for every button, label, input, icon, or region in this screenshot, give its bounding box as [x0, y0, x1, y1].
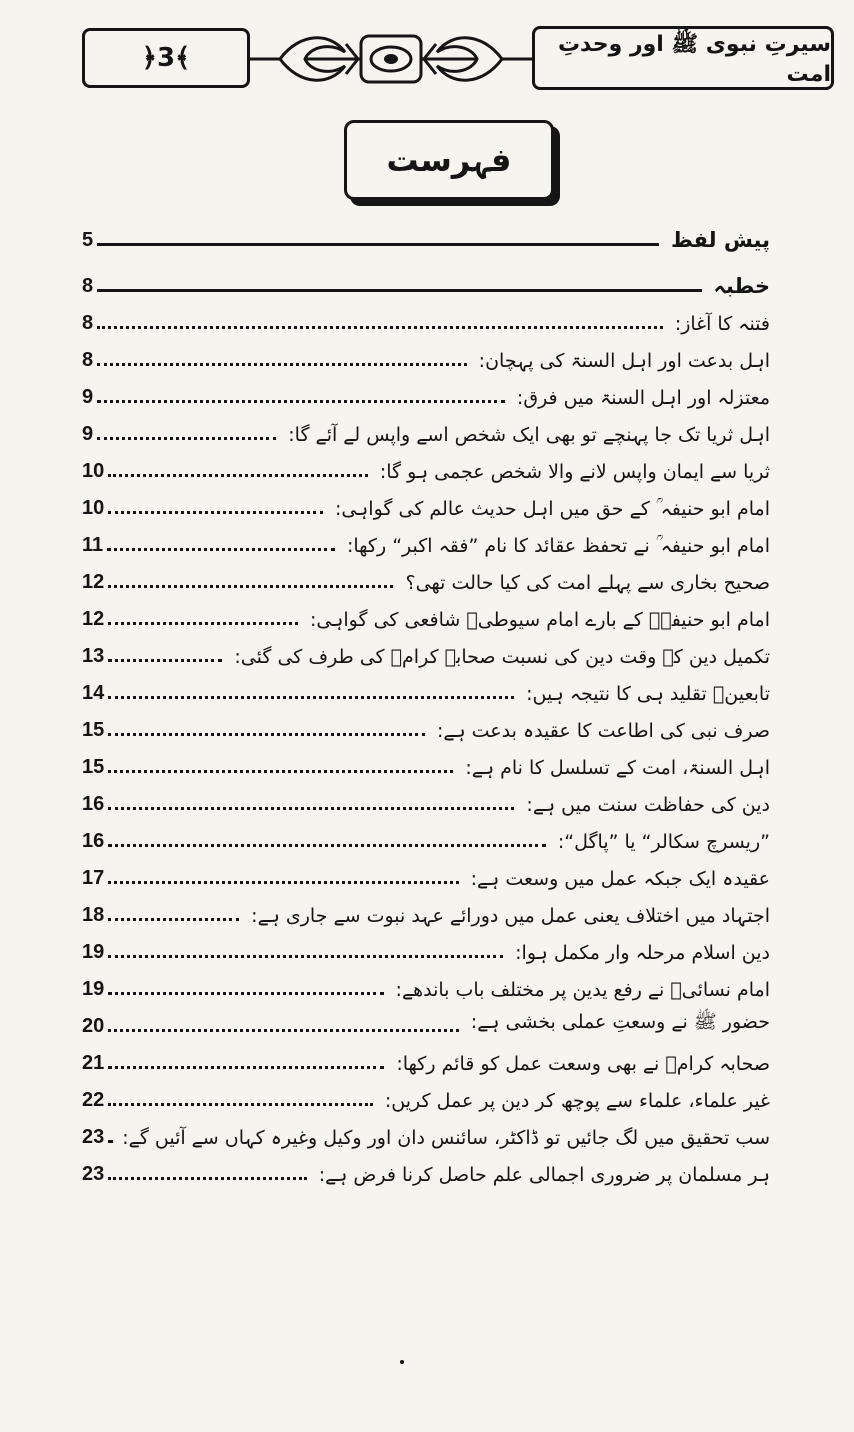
toc-leader: [108, 585, 393, 588]
toc-entry-page: 16: [82, 793, 105, 815]
decorative-ornament: [250, 22, 532, 96]
toc-entry: [82, 853, 770, 890]
toc-heading: فہرست: [386, 141, 512, 179]
book-title-box: [532, 26, 834, 90]
toc-entry-title: پیش لفظ: [671, 228, 770, 252]
toc-leader: [108, 659, 222, 662]
toc-leader: [97, 437, 276, 440]
toc-entry: [82, 779, 770, 816]
toc-entry-title: تابعینؒ تقلید ہی کا نتیجہ ہیں:: [526, 683, 770, 705]
toc-entry-title: تکمیل دین کے وقت دین کی نسبت صحابہ کرامؓ کی طرف کی گئی:: [234, 646, 770, 668]
toc-entry: [82, 816, 770, 853]
toc-entry-title: صحابہ کرامؓ نے بھی وسعت عمل کو قائم رکھا:: [396, 1053, 770, 1075]
toc-entry-page: 9: [82, 423, 94, 445]
toc-entry-title: ”ریسرچ سکالر“ یا ”پاگل“:: [557, 831, 770, 853]
toc-entry-page: 22: [82, 1089, 105, 1111]
toc-entry-title: صرف نبی کی اطاعت کا عقیدہ بدعت ہے:: [436, 720, 770, 742]
toc-entry: [82, 372, 770, 409]
toc-entry-title: حضور ﷺ نے وسعتِ عملی بخشی ہے:: [470, 1011, 770, 1033]
toc-entry-title: اہل السنۃ، امت کے تسلسل کا نام ہے:: [465, 757, 770, 779]
toc-leader: [108, 1029, 459, 1032]
toc-leader: [108, 807, 514, 810]
toc-leader: [97, 326, 663, 329]
toc-entry-page: 8: [82, 275, 94, 297]
toc-entry-page: 17: [82, 867, 105, 889]
toc-leader: [108, 696, 514, 699]
toc-entry-page: 10: [82, 460, 105, 482]
toc-leader: [108, 770, 453, 773]
toc-leader: [108, 1066, 384, 1069]
toc-entry-page: 14: [82, 682, 105, 704]
toc-entry-title: دین اسلام مرحلہ وار مکمل ہوا:: [515, 942, 770, 964]
toc-entry-title: ثریا سے ایمان واپس لانے والا شخص عجمی ہو گا:: [379, 461, 770, 483]
toc-entry: [82, 927, 770, 964]
toc-leader: [107, 548, 335, 551]
toc-leader: [108, 918, 239, 921]
toc-leader: [108, 992, 383, 995]
toc-entry-title: امام ابو حنیفہؒ کے بارے امام سیوطیؒ شافعی کی گواہی:: [310, 609, 770, 631]
toc-leader: [108, 474, 368, 477]
page-number: ﴿3﴾: [141, 43, 191, 73]
toc-entry: [82, 446, 770, 483]
toc-entry: [82, 520, 770, 557]
toc-leader: [108, 844, 546, 847]
toc-leader: [108, 511, 323, 514]
toc-heading-box: [344, 120, 554, 200]
toc-entry: [82, 1112, 770, 1149]
toc-entry-page: 8: [82, 312, 94, 334]
toc-entry: [82, 1038, 770, 1075]
toc-entry: [82, 668, 770, 705]
toc-entry-title: اہل ثریا تک جا پہنچے تو بھی ایک شخص اسے واپس لے آئے گا:: [288, 424, 770, 446]
toc-entry-title: صحیح بخاری سے پہلے امت کی کیا حالت تھی؟: [405, 572, 770, 594]
toc-entry-title: سب تحقیق میں لگ جائیں تو ڈاکٹر، سائنس دان اور وکیل وغیرہ کہاں سے آئیں گے:: [122, 1127, 770, 1149]
toc-entry-page: 8: [82, 349, 94, 371]
table-of-contents: [82, 206, 770, 1186]
toc-leader: [97, 289, 701, 292]
toc-entry: [82, 298, 770, 335]
toc-entry-page: 12: [82, 608, 105, 630]
toc-entry: [82, 409, 770, 446]
toc-leader: [108, 1103, 373, 1106]
toc-leader: [97, 243, 659, 246]
toc-entry-title: امام نسائیؒ نے رفع یدین پر مختلف باب باندھے:: [395, 979, 770, 1001]
toc-entry-page: 19: [82, 941, 105, 963]
toc-entry-title: عقیدہ ایک جبکہ عمل میں وسعت ہے:: [470, 868, 770, 890]
toc-entry-title: اہل بدعت اور اہل السنۃ کی پہچان:: [478, 350, 770, 372]
toc-entry-page: 10: [82, 497, 105, 519]
toc-leader: [97, 363, 467, 366]
toc-entry-title: غیر علماء، علماء سے پوچھ کر دین پر عمل کریں:: [384, 1090, 770, 1112]
toc-entry: [82, 705, 770, 742]
toc-entry: [82, 1075, 770, 1112]
toc-entry: [82, 557, 770, 594]
page-header: [0, 0, 854, 110]
toc-entry-title: معتزلہ اور اہل السنۃ میں فرق:: [516, 387, 770, 409]
toc-entry-page: 11: [82, 534, 104, 556]
toc-entry-title: امام ابو حنیفہ ؒ کے حق میں اہل حدیث عالم کی گواہی:: [334, 498, 770, 520]
toc-leader: [108, 622, 298, 625]
toc-entry: [82, 1001, 770, 1038]
toc-entry-page: 15: [82, 756, 105, 778]
toc-entry: [82, 964, 770, 1001]
toc-entry-page: 5: [82, 229, 94, 251]
toc-leader: [108, 955, 503, 958]
toc-entry-title: اجتہاد میں اختلاف یعنی عمل میں دورائے عہد نبوت سے جاری ہے:: [251, 905, 770, 927]
toc-entry: [82, 335, 770, 372]
toc-entry-page: 23: [82, 1126, 105, 1148]
toc-leader: [108, 733, 425, 736]
toc-leader: [108, 1177, 306, 1180]
toc-entry-page: 15: [82, 719, 105, 741]
toc-entry: [82, 1149, 770, 1186]
toc-entry-page: 18: [82, 904, 105, 926]
toc-entry-page: 9: [82, 386, 94, 408]
toc-entry-page: 16: [82, 830, 105, 852]
toc-entry-title: امام ابو حنیفہ ؒ نے تحفظ عقائد کا نام ”فقہ اکبر“ رکھا:: [346, 535, 770, 557]
toc-entry: [82, 742, 770, 779]
toc-entry: [82, 252, 770, 298]
decorative-dot: [400, 1360, 404, 1364]
toc-entry: [82, 631, 770, 668]
toc-entry-page: 20: [82, 1015, 105, 1037]
toc-entry: [82, 594, 770, 631]
toc-leader: [108, 1140, 110, 1143]
toc-entry: [82, 206, 770, 252]
toc-entry-page: 12: [82, 571, 105, 593]
toc-entry-title: ہر مسلمان پر ضروری اجمالی علم حاصل کرنا فرض ہے:: [318, 1164, 770, 1186]
book-title: سیرتِ نبوی ﷺ اور وحدتِ امت: [557, 31, 831, 87]
toc-entry-title: دین کی حفاظت سنت میں ہے:: [526, 794, 770, 816]
toc-entry-title: خطبہ: [713, 274, 770, 298]
toc-entry: [82, 483, 770, 520]
toc-entry-page: 19: [82, 978, 105, 1000]
toc-entry-page: 21: [82, 1052, 105, 1074]
toc-leader: [108, 881, 458, 884]
toc-entry-page: 23: [82, 1163, 105, 1185]
toc-entry: [82, 890, 770, 927]
toc-entry-title: فتنہ کا آغاز:: [674, 313, 770, 335]
page-number-box: [82, 28, 250, 88]
toc-entry-page: 13: [82, 645, 105, 667]
toc-leader: [97, 400, 505, 403]
